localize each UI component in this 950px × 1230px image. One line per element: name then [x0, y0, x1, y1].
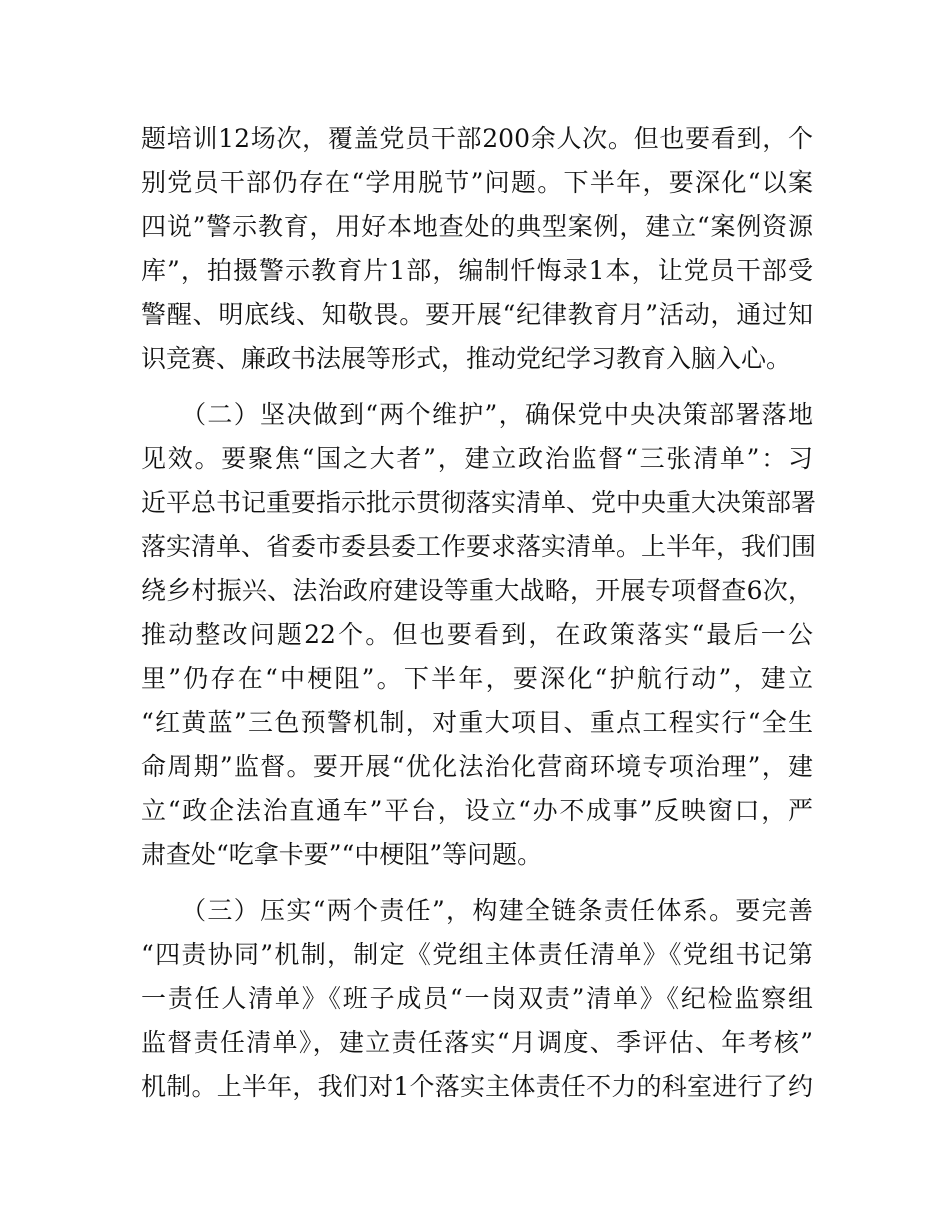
- paragraph-gap: [141, 877, 813, 889]
- text-line: 立“政企法治直通车”平台，设立“办不成事”反映窗口，严: [141, 796, 813, 825]
- text-line: 监督责任清单》，建立责任落实“月调度、季评估、年考核”: [141, 1028, 813, 1057]
- paragraph-2: [141, 393, 817, 877]
- text-line: 题培训12场次，覆盖党员干部200余人次。但也要看到，个: [141, 124, 813, 153]
- text-line: 里”仍存在“中梗阻”。下半年，要深化“护航行动”，建立: [141, 664, 813, 693]
- text-line: 机制。上半年，我们对1个落实主体责任不力的科室进行了约: [141, 1072, 813, 1101]
- text-line: 绕乡村振兴、法治政府建设等重大战略，开展专项督查6次，: [141, 576, 813, 605]
- text-line: 四说”警示教育，用好本地查处的典型案例，建立“案例资源: [141, 212, 813, 241]
- text-line: 库”，拍摄警示教育片1部，编制忏悔录1本，让党员干部受: [141, 256, 813, 285]
- text-line: 近平总书记重要指示批示贯彻落实清单、党中央重大决策部署: [141, 488, 817, 517]
- document-body: [141, 117, 817, 1109]
- paragraph-gap: [141, 381, 813, 393]
- text-line: （三）压实“两个责任”，构建全链条责任体系。要完善: [141, 896, 813, 925]
- text-line: 警醒、明底线、知敬畏。要开展“纪律教育月”活动，通过知: [141, 300, 813, 329]
- text-line: （二）坚决做到“两个维护”，确保党中央决策部署落地: [141, 400, 813, 429]
- text-line: “红黄蓝”三色预警机制，对重大项目、重点工程实行“全生: [141, 708, 813, 737]
- paragraph-3: [141, 889, 813, 1109]
- paragraph-1: [141, 117, 813, 381]
- text-line: 一责任人清单》《班子成员“一岗双责”清单》《纪检监察组: [141, 984, 813, 1013]
- text-line: 推动整改问题22个。但也要看到，在政策落实“最后一公: [141, 620, 813, 649]
- text-line: 命周期”监督。要开展“优化法治化营商环境专项治理”，建: [141, 752, 813, 781]
- text-line: 别党员干部仍存在“学用脱节”问题。下半年，要深化“以案: [141, 168, 813, 197]
- text-line: 见效。要聚焦“国之大者”，建立政治监督“三张清单”：习: [141, 444, 813, 473]
- text-line: “四责协同”机制，制定《党组主体责任清单》《党组书记第: [141, 940, 813, 969]
- text-line: 落实清单、省委市委县委工作要求落实清单。上半年，我们围: [141, 532, 817, 561]
- text-line: 肃查处“吃拿卡要”“中梗阻”等问题。: [141, 840, 543, 869]
- text-line: 识竞赛、廉政书法展等形式，推动党纪学习教育入脑入心。: [141, 344, 792, 373]
